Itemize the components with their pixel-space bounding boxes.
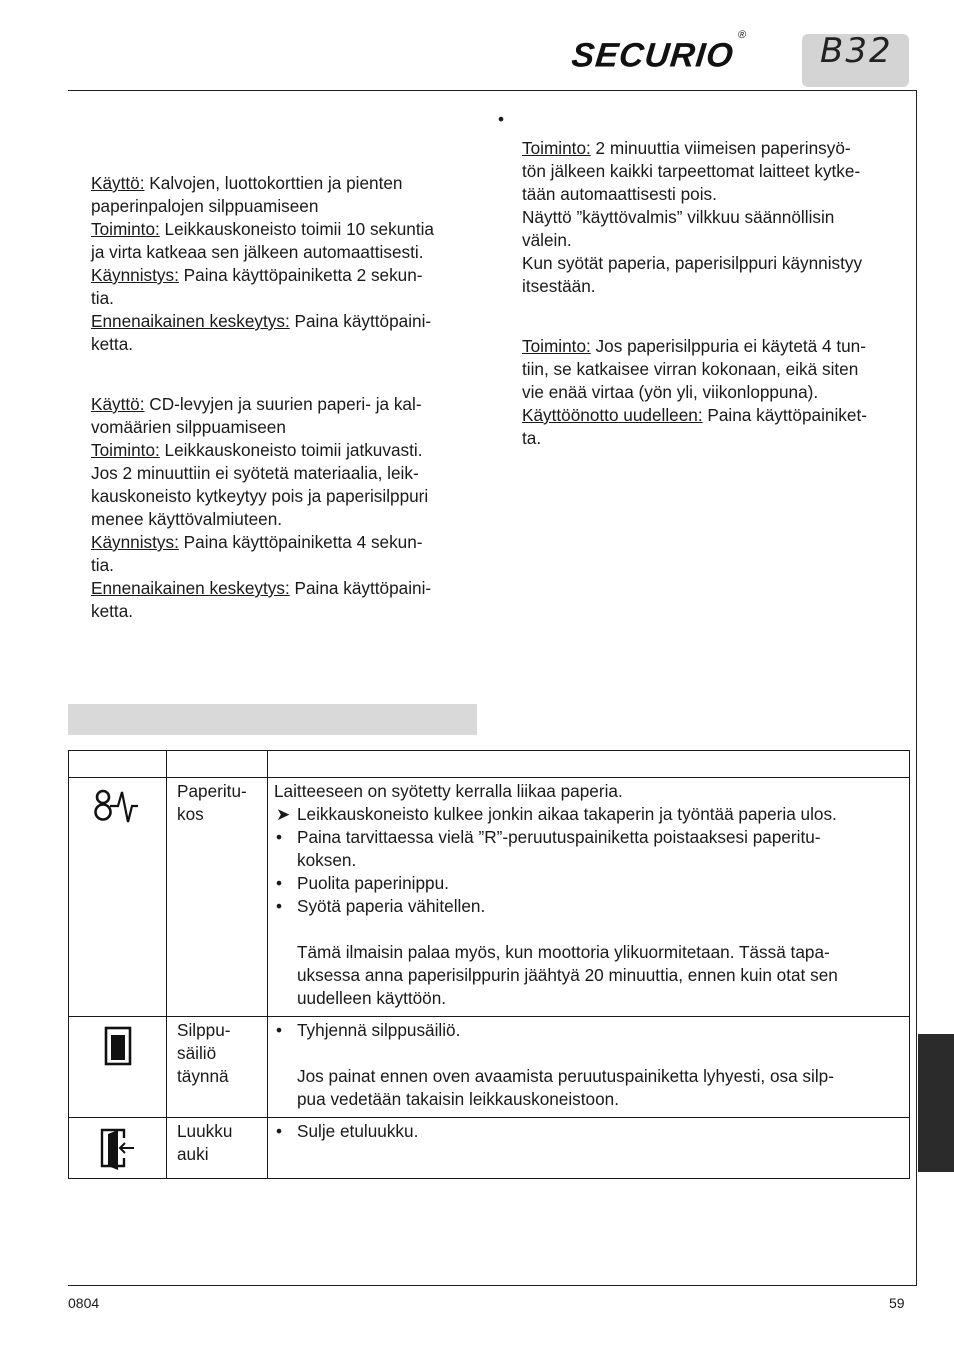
text-line: ja virta katkeaa sen jälkeen automaattisesti. xyxy=(91,242,424,262)
page-number: 59 xyxy=(889,1295,905,1311)
start-text: Paina käyttöpainiketta 2 sekun- xyxy=(178,265,423,285)
usage-label: Käyttö: xyxy=(91,394,145,414)
item-text: Leikkauskoneisto kulkee jonkin aikaa takaperin ja työntää paperia ulos. xyxy=(297,804,837,824)
note-text: uksessa anna paperisilppurin jäähtyä 20 minuuttia, ennen kuin otat sen xyxy=(297,965,838,985)
section-heading-bar xyxy=(68,704,477,735)
function-label: Toiminto: xyxy=(522,336,591,356)
bullet-icon: • xyxy=(276,873,283,893)
usage-text: Kalvojen, luottokorttien ja pienten xyxy=(144,173,403,193)
text-line: menee käyttövalmiuteen. xyxy=(91,509,283,529)
indicator-description xyxy=(268,1118,910,1179)
bullet-icon: • xyxy=(276,896,283,916)
header-cell xyxy=(69,751,167,778)
description-text: Laitteeseen on syötetty kerralla liikaa paperia. xyxy=(274,781,623,801)
start-text: Paina käyttöpainiketta 4 sekun- xyxy=(178,532,423,552)
icon-cell xyxy=(69,778,167,1017)
item-text: Paina tarvittaessa vielä ”R”-peruutuspainiketta poistaaksesi paperitu- xyxy=(297,827,821,847)
label-line: täynnä xyxy=(177,1066,229,1086)
function-text: Leikkauskoneisto toimii jatkuvasti. xyxy=(159,440,423,460)
text-line: itsestään. xyxy=(522,276,596,296)
item-text: Puolita paperinippu. xyxy=(297,873,449,893)
note-text: Jos painat ennen oven avaamista peruutuspainiketta lyhyesti, osa silp- xyxy=(297,1066,834,1086)
label-line: säiliö xyxy=(177,1043,217,1063)
list-item xyxy=(274,895,909,918)
note-text: pua vedetään takaisin leikkauskoneistoon. xyxy=(297,1089,620,1109)
table-header-row xyxy=(69,751,910,778)
text-line: kauskoneisto kytkeytyy pois ja paperisilppuri xyxy=(91,486,429,506)
start-label: Käynnistys: xyxy=(91,532,179,552)
icon-cell xyxy=(69,1118,167,1179)
list-item xyxy=(274,1019,909,1042)
registered-mark: ® xyxy=(737,29,748,41)
brand-logo xyxy=(569,29,748,75)
note-text: uudelleen käyttöön. xyxy=(297,988,447,1008)
text-line: välein. xyxy=(522,230,572,250)
text-line: ta. xyxy=(522,428,542,448)
usage-label: Käyttö: xyxy=(91,173,145,193)
label-line: kos xyxy=(177,804,204,824)
item-text: Syötä paperia vähitellen. xyxy=(297,896,486,916)
door-open-icon xyxy=(98,1126,138,1172)
chapter-tab xyxy=(918,1034,954,1172)
arrow-icon: ➤ xyxy=(276,804,291,824)
abort-label: Ennenaikainen keskeytys: xyxy=(91,578,290,598)
function-text: Leikkauskoneisto toimii 10 sekuntia xyxy=(159,219,434,239)
text-line: paperinpalojen silppuamiseen xyxy=(91,196,319,216)
header-rule xyxy=(68,90,917,91)
bullet-marker: • xyxy=(498,109,505,129)
text-line: tön jälkeen kaikki tarpeettomat laitteet kytke- xyxy=(522,161,861,181)
indicator-table xyxy=(68,750,910,1179)
text-line: tia. xyxy=(91,555,114,575)
usage-text: CD-levyjen ja suurien paperi- ja kal- xyxy=(144,394,422,414)
header-cell xyxy=(167,751,268,778)
text-line: ketta. xyxy=(91,334,134,354)
indicator-description xyxy=(268,1017,910,1118)
function-label: Toiminto: xyxy=(522,138,591,158)
bin-full-icon xyxy=(103,1025,133,1067)
start-label: Käynnistys: xyxy=(91,265,179,285)
brand-name: SECURIO xyxy=(569,36,736,75)
indicator-label xyxy=(167,1118,268,1179)
right-border xyxy=(916,90,917,1286)
list-item xyxy=(274,826,909,849)
abort-text: Paina käyttöpaini- xyxy=(289,578,432,598)
text-line: tiin, se katkaisee virran kokonaan, eikä siten xyxy=(522,359,859,379)
footer-rule xyxy=(68,1285,917,1286)
bullet-icon: • xyxy=(276,1020,283,1040)
table-row xyxy=(69,1118,910,1179)
text-line: tään automaattisesti pois. xyxy=(522,184,717,204)
indicator-label xyxy=(167,1017,268,1118)
paper-jam-icon xyxy=(93,786,143,826)
document-code: 0804 xyxy=(68,1295,100,1311)
bullet-icon: • xyxy=(276,1121,283,1141)
indicator-description xyxy=(268,778,910,1017)
text-line: vie enää virtaa (yön yli, viikonloppuna). xyxy=(522,382,819,402)
model-name: B32 xyxy=(820,31,893,71)
text-line: ketta. xyxy=(91,601,134,621)
abort-label: Ennenaikainen keskeytys: xyxy=(91,311,290,331)
list-item xyxy=(274,1120,909,1143)
restart-label: Käyttöönotto uudelleen: xyxy=(522,405,703,425)
left-column xyxy=(91,172,434,623)
abort-text: Paina käyttöpaini- xyxy=(289,311,432,331)
list-item xyxy=(274,872,909,895)
icon-cell xyxy=(69,1017,167,1118)
text-line: vomäärien silppuamiseen xyxy=(91,417,286,437)
label-line: auki xyxy=(177,1144,209,1164)
bullet-icon: • xyxy=(276,827,283,847)
table-row xyxy=(69,778,910,1017)
text-line: Kun syötät paperia, paperisilppuri käynnistyy xyxy=(522,253,863,273)
text-line: Näyttö ”käyttövalmis” vilkkuu säännöllisin xyxy=(522,207,835,227)
text-line: tia. xyxy=(91,288,114,308)
table-row xyxy=(69,1017,910,1118)
function-text: Jos paperisilppuria ei käytetä 4 tun- xyxy=(590,336,866,356)
label-line: Silppu- xyxy=(177,1020,231,1040)
text-line: Jos 2 minuuttiin ei syötetä materiaalia, leik- xyxy=(91,463,419,483)
function-text: 2 minuuttia viimeisen paperinsyö- xyxy=(590,138,851,158)
note-text: Tämä ilmaisin palaa myös, kun moottoria ylikuormitetaan. Tässä tapa- xyxy=(297,942,830,962)
restart-text: Paina käyttöpainiket- xyxy=(702,405,867,425)
header-cell xyxy=(268,751,910,778)
function-label: Toiminto: xyxy=(91,219,160,239)
label-line: Paperitu- xyxy=(177,781,247,801)
function-label: Toiminto: xyxy=(91,440,160,460)
label-line: Luukku xyxy=(177,1121,233,1141)
item-text: Sulje etuluukku. xyxy=(297,1121,419,1141)
arrow-item xyxy=(274,803,909,826)
item-text: Tyhjennä silppusäiliö. xyxy=(297,1020,461,1040)
indicator-label xyxy=(167,778,268,1017)
right-column xyxy=(522,137,867,450)
item-text-cont: koksen. xyxy=(297,850,357,870)
